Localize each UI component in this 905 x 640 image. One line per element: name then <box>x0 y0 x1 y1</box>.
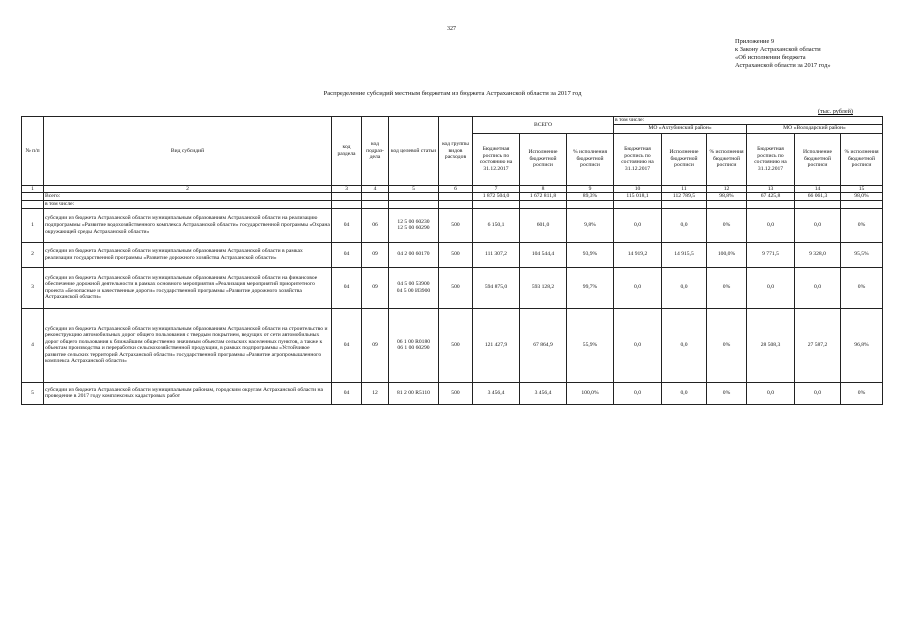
total-value: 67 425,8 <box>747 193 795 201</box>
header-pct: % исполнения бюджетной росписи <box>841 133 883 185</box>
header-execution: Исполнение бюджетной росписи <box>662 133 707 185</box>
row-text: субсидии из бюджета Астраханской области муниципальным образованиям Астраханской области на реализацию подпрограммы «Развитие водохозяйственного комплекса Астраханской области» государственной программы «Охрана окружающей среды Астраханской области» <box>44 208 332 242</box>
row-section: 04 <box>332 267 362 308</box>
row-value: 0% <box>841 382 883 404</box>
col-num: 1 <box>22 185 44 193</box>
col-num: 8 <box>520 185 567 193</box>
row-value: 96,8% <box>841 308 883 382</box>
row-section: 04 <box>332 208 362 242</box>
header-subsection: код подраз-дела <box>362 117 389 186</box>
row-subsection: 09 <box>362 267 389 308</box>
row-text: субсидии из бюджета Астраханской области муниципальным районам, городским округам Астраханской области на проведение в 2017 году комплексных кадастровых работ <box>44 382 332 404</box>
row-text: субсидии из бюджета Астраханской области муниципальным образованиям Астраханской области на финансовое обеспечение дорожной деятельности в рамках основного мероприятия «Реализация мероприятий приоритетного проекта «Безопасные и качественные дороги» государственной программы «Развитие дорожного хозяйства Астраханской области» <box>44 267 332 308</box>
table-row <box>22 308 883 382</box>
col-num: 9 <box>567 185 614 193</box>
header-mo2: МО «Володарский район» <box>747 124 883 133</box>
row-value: 104 544,4 <box>520 242 567 267</box>
row-value: 0% <box>707 382 747 404</box>
header-type: Вид субсидий <box>44 117 332 186</box>
row-group: 500 <box>439 382 473 404</box>
appendix-line: Астраханской области за 2017 год» <box>735 62 831 69</box>
row-value: 601,0 <box>520 208 567 242</box>
table-row <box>22 242 883 267</box>
row-num: 3 <box>22 267 44 308</box>
row-subsection: 06 <box>362 208 389 242</box>
row-value: 27 587,2 <box>795 308 841 382</box>
col-num: 6 <box>439 185 473 193</box>
row-value: 0% <box>707 208 747 242</box>
row-value: 0,0 <box>614 208 662 242</box>
row-value: 0,0 <box>795 382 841 404</box>
row-value: 121 427,9 <box>473 308 520 382</box>
row-value: 0,0 <box>662 382 707 404</box>
header-section: код раздела <box>332 117 362 186</box>
col-num: 10 <box>614 185 662 193</box>
col-num: 5 <box>389 185 439 193</box>
subsidies-table <box>21 116 883 405</box>
row-value: 3 456,4 <box>473 382 520 404</box>
row-value: 593 128,2 <box>520 267 567 308</box>
header-mo1: МО «Ахтубинский район» <box>614 124 747 133</box>
row-value: 55,9% <box>567 308 614 382</box>
header-including: в том числе: <box>614 117 883 125</box>
total-row <box>22 193 883 201</box>
row-value: 0,0 <box>747 208 795 242</box>
row-target-code: 04 5 00 53900 <box>397 281 430 288</box>
col-num: 15 <box>841 185 883 193</box>
row-section: 04 <box>332 242 362 267</box>
appendix-line: «Об исполнении бюджета <box>735 54 806 61</box>
header-total-group: ВСЕГО <box>473 117 614 134</box>
col-num: 7 <box>473 185 520 193</box>
row-value: 14 919,2 <box>614 242 662 267</box>
total-value: 1 872 504,0 <box>473 193 520 201</box>
col-num: 2 <box>44 185 332 193</box>
row-value: 99,7% <box>567 267 614 308</box>
including-row <box>22 201 883 209</box>
row-value: 3 456,4 <box>520 382 567 404</box>
total-value: 98,0% <box>841 193 883 201</box>
appendix-line: к Закону Астраханской области <box>735 46 821 53</box>
appendix-note <box>735 38 895 70</box>
row-target-code: 04 2 00 60170 <box>397 251 430 258</box>
row-value: 0% <box>707 267 747 308</box>
header-pct: % исполнения бюджетной росписи <box>707 133 747 185</box>
total-label: Всего: <box>44 193 332 201</box>
row-value: 594 875,0 <box>473 267 520 308</box>
row-value: 111 307,2 <box>473 242 520 267</box>
including-label: в том числе: <box>44 201 332 209</box>
row-subsection: 12 <box>362 382 389 404</box>
row-value: 0,0 <box>662 208 707 242</box>
row-value: 0,0 <box>614 308 662 382</box>
col-num: 3 <box>332 185 362 193</box>
row-value: 0% <box>841 208 883 242</box>
row-value: 0,0 <box>662 308 707 382</box>
header-execution: Исполнение бюджетной росписи <box>795 133 841 185</box>
row-value: 0,0 <box>747 382 795 404</box>
header-num: № п/п <box>22 117 44 186</box>
header-budget-list: Бюджетная роспись по состоянию на 31.12.2017 <box>473 133 520 185</box>
row-group: 500 <box>439 267 473 308</box>
row-value: 95,5% <box>841 242 883 267</box>
row-num: 1 <box>22 208 44 242</box>
row-value: 9,8% <box>567 208 614 242</box>
row-value: 0,0 <box>795 208 841 242</box>
row-value: 0,0 <box>662 267 707 308</box>
row-value: 14 915,5 <box>662 242 707 267</box>
row-value: 28 508,3 <box>747 308 795 382</box>
row-target <box>389 308 439 382</box>
row-num: 5 <box>22 382 44 404</box>
total-value: 115 018,1 <box>614 193 662 201</box>
header-budget-list: Бюджетная роспись по состоянию на 31.12.2017 <box>614 133 662 185</box>
row-target-code: 12 5 00 60290 <box>397 225 430 232</box>
row-group: 500 <box>439 242 473 267</box>
row-subsection: 09 <box>362 308 389 382</box>
row-num: 2 <box>22 242 44 267</box>
total-value: 89,3% <box>567 193 614 201</box>
row-value: 93,9% <box>567 242 614 267</box>
row-value: 0% <box>841 267 883 308</box>
col-num: 13 <box>747 185 795 193</box>
row-target-code: 81 2 00 R5110 <box>397 389 430 396</box>
row-value: 9 771,5 <box>747 242 795 267</box>
row-target-code: 06 1 00 R0180 <box>396 338 431 345</box>
row-text: субсидии из бюджета Астраханской области муниципальным образованиям Астраханской области в рамках реализации государственной программы «Развитие дорожного хозяйства Астраханской области» <box>44 242 332 267</box>
row-value: 0,0 <box>747 267 795 308</box>
col-num: 4 <box>362 185 389 193</box>
row-value: 100,0% <box>707 242 747 267</box>
table-row <box>22 382 883 404</box>
total-value: 112 789,5 <box>662 193 707 201</box>
row-group: 500 <box>439 308 473 382</box>
document-title: Распределение субсидий местным бюджетам из бюджета Астраханской области за 2017 год <box>323 90 582 97</box>
row-target-code: 12 5 00 60230 <box>397 218 430 225</box>
row-target <box>389 208 439 242</box>
header-budget-list: Бюджетная роспись по состоянию на 31.12.2017 <box>747 133 795 185</box>
row-value: 0,0 <box>614 267 662 308</box>
row-section: 04 <box>332 382 362 404</box>
appendix-line: Приложение 9 <box>735 38 775 45</box>
row-num: 4 <box>22 308 44 382</box>
col-num: 11 <box>662 185 707 193</box>
row-group: 500 <box>439 208 473 242</box>
header-group: код группы видов расходов <box>439 117 473 186</box>
row-target-code: 06 1 00 60290 <box>397 345 430 352</box>
row-subsection: 09 <box>362 242 389 267</box>
row-section: 04 <box>332 308 362 382</box>
row-value: 0,0 <box>795 267 841 308</box>
total-value: 98,8% <box>707 193 747 201</box>
row-value: 0% <box>707 308 747 382</box>
row-value: 9 328,0 <box>795 242 841 267</box>
row-value: 67 864,9 <box>520 308 567 382</box>
row-target-code: 04 5 00 И3900 <box>396 287 431 294</box>
col-num: 12 <box>707 185 747 193</box>
header-pct: % исполнения бюджетной росписи <box>567 133 614 185</box>
row-target <box>389 267 439 308</box>
row-text: субсидии из бюджета Астраханской области муниципальным образованиям Астраханской области на строительство и реконструкцию автомобильных дорог общего пользования с твердым покрытием, ведущих от сети автомобильных дорог общего пользования к ближайшим общественно значимым объектам сельских населенных пунктов, а также к объектам производства и переработки сельскохозяйственной продукции, в рамках подпрограммы «Устойчивое развитие сельских территорий Астраханской области» государственной программы «Развитие агропромышленного комплекса Астраханской области» <box>44 308 332 382</box>
header-execution: Исполнение бюджетной росписи <box>520 133 567 185</box>
row-value: 100,0% <box>567 382 614 404</box>
row-target <box>389 382 439 404</box>
total-value: 1 672 811,8 <box>520 193 567 201</box>
total-value: 66 061,3 <box>795 193 841 201</box>
header-target: код целевой статьи <box>389 117 439 186</box>
table-row <box>22 208 883 242</box>
page-number: 327 <box>447 26 456 32</box>
table-row <box>22 267 883 308</box>
row-value: 6 150,1 <box>473 208 520 242</box>
row-value: 0,0 <box>614 382 662 404</box>
column-numbers-row <box>22 185 883 193</box>
row-target <box>389 242 439 267</box>
units-label: (тыс. рублей) <box>818 108 853 115</box>
col-num: 14 <box>795 185 841 193</box>
